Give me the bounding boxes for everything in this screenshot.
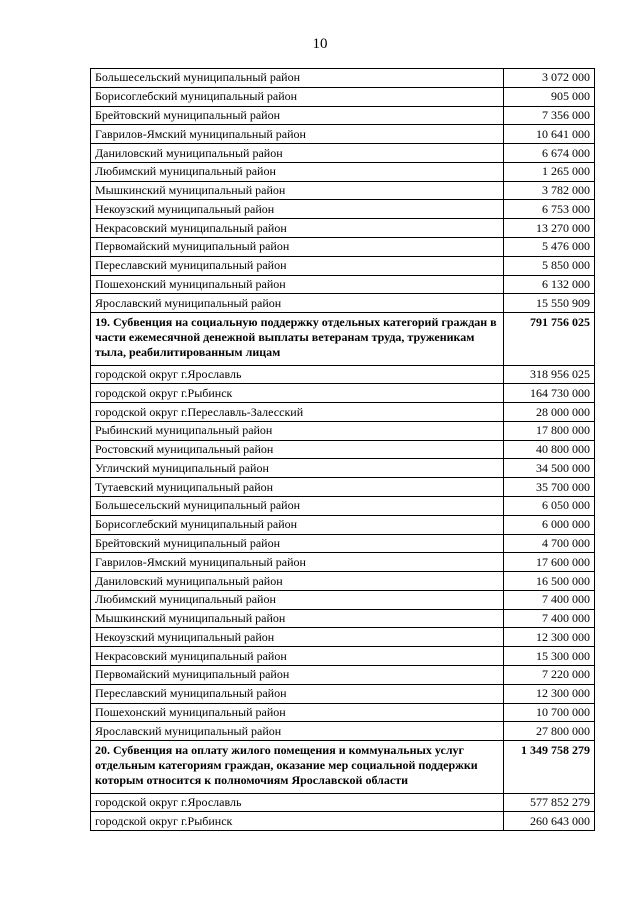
amount-value: 3 072 000 [504, 69, 595, 88]
section-title: 20. Субвенция на оплату жилого помещения и коммунальных услуг отдельным категориям граждан, оказание мер социальной поддержки которым относится к полномочиям Ярославской области [91, 741, 504, 793]
amount-value: 7 356 000 [504, 106, 595, 125]
municipality-name: Борисоглебский муниципальный район [91, 87, 504, 106]
table-row [91, 238, 595, 257]
section-total: 791 756 025 [504, 313, 595, 365]
municipality-name: Первомайский муниципальный район [91, 666, 504, 685]
municipality-name: Рыбинский муниципальный район [91, 421, 504, 440]
table-row [91, 365, 595, 384]
municipality-name: Тутаевский муниципальный район [91, 478, 504, 497]
table-row [91, 793, 595, 812]
table-row [91, 684, 595, 703]
amount-value: 5 850 000 [504, 256, 595, 275]
amount-value: 1 265 000 [504, 162, 595, 181]
page-number: 10 [312, 36, 328, 52]
amount-value: 12 300 000 [504, 628, 595, 647]
municipality-name: городской округ г.Ярославль [91, 793, 504, 812]
table-row [91, 144, 595, 163]
table-row [91, 497, 595, 516]
municipality-name: городской округ г.Рыбинск [91, 384, 504, 403]
section-row [91, 741, 595, 793]
amount-value: 7 220 000 [504, 666, 595, 685]
amount-value: 6 132 000 [504, 275, 595, 294]
amount-value: 34 500 000 [504, 459, 595, 478]
table-row [91, 703, 595, 722]
amount-value: 35 700 000 [504, 478, 595, 497]
amount-value: 28 000 000 [504, 403, 595, 422]
table-row [91, 440, 595, 459]
municipality-name: Пошехонский муниципальный район [91, 275, 504, 294]
amount-value: 17 800 000 [504, 421, 595, 440]
municipality-name: Борисоглебский муниципальный район [91, 515, 504, 534]
municipality-name: Ярославский муниципальный район [91, 722, 504, 741]
subvention-table [90, 68, 595, 831]
section-title: 19. Субвенция на социальную поддержку отдельных категорий граждан в части ежемесячной денежной выплаты ветеранам труда, труженикам тыла, реабилитированным лицам [91, 313, 504, 365]
municipality-name: Некоузский муниципальный район [91, 200, 504, 219]
table-row [91, 666, 595, 685]
table-row [91, 478, 595, 497]
table-row [91, 200, 595, 219]
municipality-name: Ростовский муниципальный район [91, 440, 504, 459]
table-row [91, 106, 595, 125]
amount-value: 15 300 000 [504, 647, 595, 666]
municipality-name: Угличский муниципальный район [91, 459, 504, 478]
table-row [91, 553, 595, 572]
amount-value: 10 700 000 [504, 703, 595, 722]
municipality-name: Первомайский муниципальный район [91, 238, 504, 257]
amount-value: 905 000 [504, 87, 595, 106]
table-row [91, 609, 595, 628]
table-row [91, 125, 595, 144]
amount-value: 4 700 000 [504, 534, 595, 553]
municipality-name: Большесельский муниципальный район [91, 497, 504, 516]
municipality-name: Гаврилов-Ямский муниципальный район [91, 125, 504, 144]
municipality-name: Большесельский муниципальный район [91, 69, 504, 88]
municipality-name: Некрасовский муниципальный район [91, 219, 504, 238]
table-row [91, 647, 595, 666]
table-row [91, 69, 595, 88]
amount-value: 6 674 000 [504, 144, 595, 163]
table-row [91, 722, 595, 741]
amount-value: 40 800 000 [504, 440, 595, 459]
table-row [91, 459, 595, 478]
table-body [91, 69, 595, 831]
municipality-name: Некрасовский муниципальный район [91, 647, 504, 666]
municipality-name: городской округ г.Рыбинск [91, 812, 504, 831]
table-row [91, 275, 595, 294]
table-row [91, 162, 595, 181]
municipality-name: городской округ г.Ярославль [91, 365, 504, 384]
amount-value: 13 270 000 [504, 219, 595, 238]
table-row [91, 219, 595, 238]
amount-value: 10 641 000 [504, 125, 595, 144]
municipality-name: Пошехонский муниципальный район [91, 703, 504, 722]
amount-value: 12 300 000 [504, 684, 595, 703]
municipality-name: Даниловский муниципальный район [91, 144, 504, 163]
municipality-name: Ярославский муниципальный район [91, 294, 504, 313]
amount-value: 15 550 909 [504, 294, 595, 313]
municipality-name: Некоузский муниципальный район [91, 628, 504, 647]
amount-value: 3 782 000 [504, 181, 595, 200]
municipality-name: Брейтовский муниципальный район [91, 534, 504, 553]
section-total: 1 349 758 279 [504, 741, 595, 793]
amount-value: 260 643 000 [504, 812, 595, 831]
table-row [91, 87, 595, 106]
municipality-name: Любимский муниципальный район [91, 162, 504, 181]
amount-value: 5 476 000 [504, 238, 595, 257]
amount-value: 7 400 000 [504, 590, 595, 609]
amount-value: 16 500 000 [504, 572, 595, 591]
table-row [91, 534, 595, 553]
amount-value: 7 400 000 [504, 609, 595, 628]
amount-value: 27 800 000 [504, 722, 595, 741]
table-row [91, 572, 595, 591]
municipality-name: Мышкинский муниципальный район [91, 609, 504, 628]
municipality-name: Даниловский муниципальный район [91, 572, 504, 591]
table-row [91, 181, 595, 200]
municipality-name: Брейтовский муниципальный район [91, 106, 504, 125]
table-row [91, 256, 595, 275]
municipality-name: Мышкинский муниципальный район [91, 181, 504, 200]
table-row [91, 294, 595, 313]
amount-value: 164 730 000 [504, 384, 595, 403]
table-row [91, 628, 595, 647]
table-row [91, 421, 595, 440]
amount-value: 17 600 000 [504, 553, 595, 572]
table-row [91, 590, 595, 609]
amount-value: 577 852 279 [504, 793, 595, 812]
municipality-name: Любимский муниципальный район [91, 590, 504, 609]
municipality-name: городской округ г.Переславль-Залесский [91, 403, 504, 422]
municipality-name: Гаврилов-Ямский муниципальный район [91, 553, 504, 572]
municipality-name: Переславский муниципальный район [91, 684, 504, 703]
amount-value: 6 753 000 [504, 200, 595, 219]
amount-value: 6 050 000 [504, 497, 595, 516]
table-row [91, 403, 595, 422]
table-row [91, 515, 595, 534]
table-row [91, 812, 595, 831]
section-row [91, 313, 595, 365]
amount-value: 318 956 025 [504, 365, 595, 384]
table-row [91, 384, 595, 403]
amount-value: 6 000 000 [504, 515, 595, 534]
municipality-name: Переславский муниципальный район [91, 256, 504, 275]
